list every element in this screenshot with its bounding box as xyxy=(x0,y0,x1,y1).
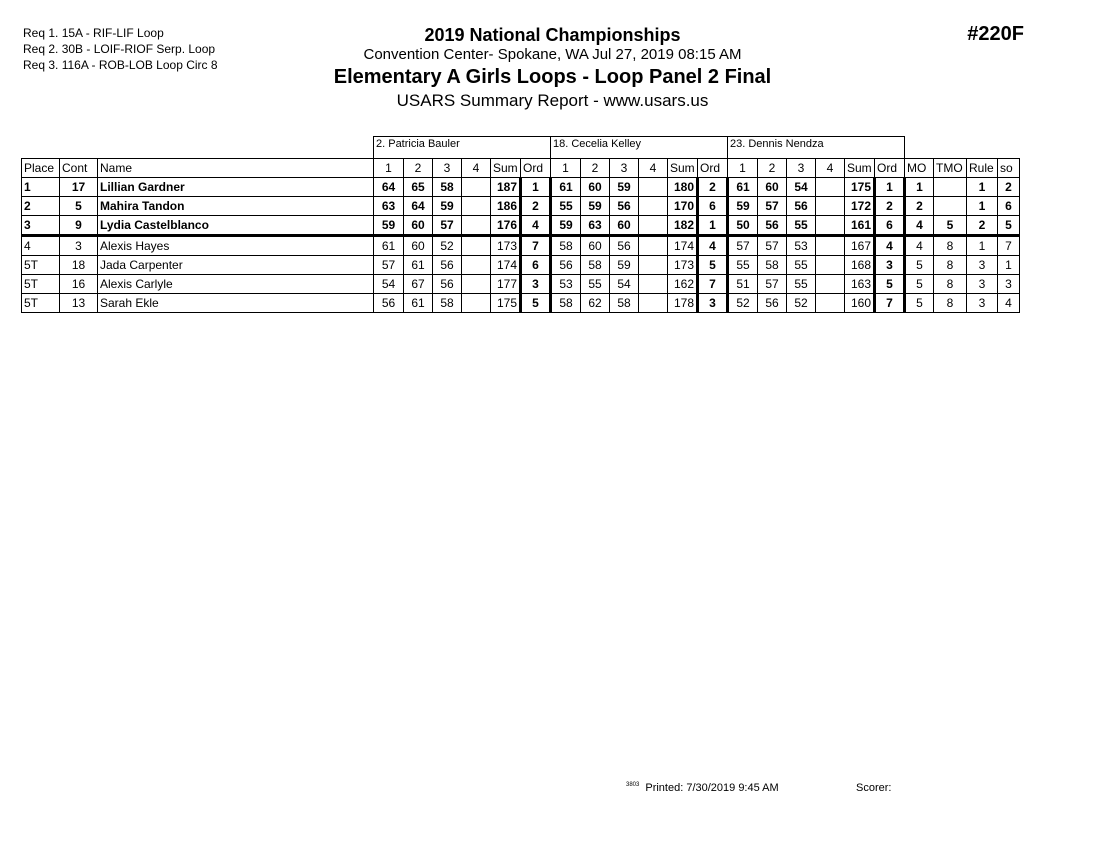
printed-date: Printed: 7/30/2019 9:45 AM xyxy=(645,782,779,794)
header-name: Name xyxy=(98,159,374,178)
header-judge-col: 1 xyxy=(374,159,404,178)
results-table xyxy=(21,136,1020,313)
score-cell xyxy=(462,236,491,256)
score-cell: 56 xyxy=(758,294,787,313)
score-cell: 59 xyxy=(581,197,610,216)
judge-name: 23. Dennis Nendza xyxy=(728,137,905,159)
ordinal-cell: 6 xyxy=(698,197,728,216)
ordinal-cell: 1 xyxy=(698,216,728,236)
header-judge-col: 4 xyxy=(639,159,668,178)
header-judge-col: 4 xyxy=(462,159,491,178)
score-cell: 62 xyxy=(581,294,610,313)
ordinal-cell: 4 xyxy=(698,236,728,256)
table-row xyxy=(22,275,1020,294)
report-header xyxy=(300,24,805,112)
judge-name: 18. Cecelia Kelley xyxy=(551,137,728,159)
score-cell: 60 xyxy=(404,216,433,236)
header-extra-col: Rule xyxy=(967,159,998,178)
place-cell: 2 xyxy=(22,197,60,216)
score-cell: 55 xyxy=(787,216,816,236)
score-cell: 56 xyxy=(787,197,816,216)
score-cell xyxy=(639,236,668,256)
score-cell xyxy=(639,178,668,197)
sum-cell: 182 xyxy=(668,216,698,236)
sum-cell: 162 xyxy=(668,275,698,294)
score-cell: 57 xyxy=(758,197,787,216)
mo-cell: 5 xyxy=(905,256,934,275)
score-cell: 60 xyxy=(581,178,610,197)
rule-cell: 3 xyxy=(967,275,998,294)
score-cell xyxy=(816,178,845,197)
score-cell: 55 xyxy=(581,275,610,294)
tmo-cell: 8 xyxy=(934,256,967,275)
score-cell: 55 xyxy=(551,197,581,216)
sum-cell: 177 xyxy=(491,275,521,294)
header-judge-col: 1 xyxy=(551,159,581,178)
score-cell: 59 xyxy=(610,256,639,275)
score-cell: 61 xyxy=(374,236,404,256)
header-cont: Cont xyxy=(60,159,98,178)
score-cell: 60 xyxy=(610,216,639,236)
so-cell: 3 xyxy=(998,275,1020,294)
score-cell: 56 xyxy=(551,256,581,275)
judge-name: 2. Patricia Bauler xyxy=(374,137,551,159)
score-cell xyxy=(816,256,845,275)
so-cell: 1 xyxy=(998,256,1020,275)
score-cell xyxy=(462,275,491,294)
ordinal-cell: 3 xyxy=(698,294,728,313)
ordinal-cell: 4 xyxy=(875,236,905,256)
ordinal-cell: 7 xyxy=(875,294,905,313)
score-cell: 56 xyxy=(433,275,462,294)
rule-cell: 1 xyxy=(967,197,998,216)
score-cell: 58 xyxy=(758,256,787,275)
score-cell: 61 xyxy=(551,178,581,197)
requirement-line: Req 2. 30B - LOIF-RIOF Serp. Loop xyxy=(23,42,216,56)
sum-cell: 176 xyxy=(491,216,521,236)
ordinal-cell: 3 xyxy=(875,256,905,275)
score-cell xyxy=(462,256,491,275)
score-cell xyxy=(816,197,845,216)
score-cell: 55 xyxy=(787,256,816,275)
tmo-cell xyxy=(934,197,967,216)
table-row xyxy=(22,178,1020,197)
blank-cell xyxy=(22,137,374,159)
score-cell: 54 xyxy=(787,178,816,197)
place-cell: 3 xyxy=(22,216,60,236)
score-cell: 63 xyxy=(374,197,404,216)
sum-cell: 173 xyxy=(491,236,521,256)
ordinal-cell: 2 xyxy=(698,178,728,197)
cont-cell: 9 xyxy=(60,216,98,236)
column-header-row xyxy=(22,159,1020,178)
tmo-cell: 8 xyxy=(934,275,967,294)
name-cell: Lydia Castelblanco xyxy=(98,216,374,236)
sum-cell: 180 xyxy=(668,178,698,197)
event-title: Elementary A Girls Loops - Loop Panel 2 Final xyxy=(333,66,772,88)
header-judge-col: 4 xyxy=(816,159,845,178)
table-row xyxy=(22,236,1020,256)
score-cell xyxy=(816,216,845,236)
score-cell: 51 xyxy=(728,275,758,294)
header-place: Place xyxy=(22,159,60,178)
tmo-cell xyxy=(934,178,967,197)
name-cell: Lillian Gardner xyxy=(98,178,374,197)
cont-cell: 13 xyxy=(60,294,98,313)
sum-cell: 175 xyxy=(491,294,521,313)
tmo-cell: 8 xyxy=(934,294,967,313)
header-judge-col: Sum xyxy=(668,159,698,178)
header-extra-col: so xyxy=(998,159,1020,178)
score-cell: 56 xyxy=(374,294,404,313)
ordinal-cell: 2 xyxy=(521,197,551,216)
score-cell xyxy=(639,197,668,216)
sum-cell: 163 xyxy=(845,275,875,294)
mo-cell: 2 xyxy=(905,197,934,216)
score-cell: 56 xyxy=(610,197,639,216)
place-cell: 5T xyxy=(22,275,60,294)
sum-cell: 168 xyxy=(845,256,875,275)
name-cell: Alexis Hayes xyxy=(98,236,374,256)
ordinal-cell: 5 xyxy=(875,275,905,294)
header-judge-col: Sum xyxy=(491,159,521,178)
place-cell: 1 xyxy=(22,178,60,197)
rule-cell: 1 xyxy=(967,236,998,256)
requirements-list xyxy=(23,25,218,73)
blank-cell xyxy=(905,137,1020,159)
score-cell: 58 xyxy=(581,256,610,275)
score-cell: 54 xyxy=(374,275,404,294)
header-extra-col: MO xyxy=(905,159,934,178)
sum-cell: 160 xyxy=(845,294,875,313)
sum-cell: 172 xyxy=(845,197,875,216)
cont-cell: 18 xyxy=(60,256,98,275)
score-cell: 59 xyxy=(374,216,404,236)
score-cell: 53 xyxy=(551,275,581,294)
score-cell xyxy=(816,236,845,256)
sum-cell: 173 xyxy=(668,256,698,275)
score-cell: 59 xyxy=(728,197,758,216)
name-cell: Jada Carpenter xyxy=(98,256,374,275)
header-judge-col: 2 xyxy=(581,159,610,178)
tmo-cell: 5 xyxy=(934,216,967,236)
header-judge-col: 3 xyxy=(610,159,639,178)
mo-cell: 5 xyxy=(905,275,934,294)
header-judge-col: Sum xyxy=(845,159,875,178)
mo-cell: 4 xyxy=(905,236,934,256)
score-cell: 59 xyxy=(433,197,462,216)
score-cell: 56 xyxy=(433,256,462,275)
table-row xyxy=(22,294,1020,313)
ordinal-cell: 6 xyxy=(875,216,905,236)
sum-cell: 175 xyxy=(845,178,875,197)
table-row xyxy=(22,216,1020,236)
score-cell: 60 xyxy=(758,178,787,197)
sum-cell: 167 xyxy=(845,236,875,256)
score-cell: 58 xyxy=(610,294,639,313)
score-cell xyxy=(816,275,845,294)
printed-info xyxy=(626,782,779,794)
table-row xyxy=(22,197,1020,216)
score-cell: 65 xyxy=(404,178,433,197)
sum-cell: 161 xyxy=(845,216,875,236)
score-cell: 59 xyxy=(610,178,639,197)
score-cell: 61 xyxy=(728,178,758,197)
requirement-line: Req 3. 116A - ROB-LOB Loop Circ 8 xyxy=(23,58,218,72)
score-cell: 52 xyxy=(433,236,462,256)
score-cell: 52 xyxy=(787,294,816,313)
sum-cell: 174 xyxy=(668,236,698,256)
sum-cell: 186 xyxy=(491,197,521,216)
so-cell: 6 xyxy=(998,197,1020,216)
header-judge-col: Ord xyxy=(521,159,551,178)
header-judge-col: 2 xyxy=(404,159,433,178)
so-cell: 5 xyxy=(998,216,1020,236)
place-cell: 5T xyxy=(22,256,60,275)
sum-cell: 174 xyxy=(491,256,521,275)
score-cell: 58 xyxy=(551,294,581,313)
mo-cell: 4 xyxy=(905,216,934,236)
score-cell: 60 xyxy=(581,236,610,256)
score-cell: 57 xyxy=(758,236,787,256)
score-cell xyxy=(639,275,668,294)
score-cell: 58 xyxy=(433,178,462,197)
ordinal-cell: 7 xyxy=(521,236,551,256)
cont-cell: 5 xyxy=(60,197,98,216)
score-cell: 56 xyxy=(610,236,639,256)
header-judge-col: Ord xyxy=(875,159,905,178)
name-cell: Mahira Tandon xyxy=(98,197,374,216)
score-cell: 53 xyxy=(787,236,816,256)
tmo-cell: 8 xyxy=(934,236,967,256)
venue-line: Convention Center- Spokane, WA Jul 27, 2019 08:15 AM xyxy=(363,46,742,63)
score-cell: 64 xyxy=(374,178,404,197)
ordinal-cell: 6 xyxy=(521,256,551,275)
score-cell xyxy=(462,294,491,313)
score-cell xyxy=(639,294,668,313)
score-cell: 63 xyxy=(581,216,610,236)
score-cell: 59 xyxy=(551,216,581,236)
score-cell: 61 xyxy=(404,256,433,275)
rule-cell: 1 xyxy=(967,178,998,197)
sum-cell: 187 xyxy=(491,178,521,197)
score-cell xyxy=(639,216,668,236)
ordinal-cell: 7 xyxy=(698,275,728,294)
ordinal-cell: 5 xyxy=(521,294,551,313)
ordinal-cell: 5 xyxy=(698,256,728,275)
championship-title: 2019 National Championships xyxy=(424,25,681,45)
sum-cell: 170 xyxy=(668,197,698,216)
score-cell: 57 xyxy=(758,275,787,294)
header-judge-col: 3 xyxy=(433,159,462,178)
header-judge-col: 2 xyxy=(758,159,787,178)
score-cell: 55 xyxy=(728,256,758,275)
score-cell: 67 xyxy=(404,275,433,294)
requirement-line: Req 1. 15A - RIF-LIF Loop xyxy=(23,26,164,40)
score-cell: 64 xyxy=(404,197,433,216)
cont-cell: 16 xyxy=(60,275,98,294)
score-cell xyxy=(462,178,491,197)
report-code: 3803 xyxy=(626,782,640,789)
name-cell: Sarah Ekle xyxy=(98,294,374,313)
score-cell: 52 xyxy=(728,294,758,313)
header-judge-col: 3 xyxy=(787,159,816,178)
score-cell: 58 xyxy=(433,294,462,313)
score-cell: 57 xyxy=(433,216,462,236)
header-extra-col: TMO xyxy=(934,159,967,178)
score-cell: 57 xyxy=(374,256,404,275)
ordinal-cell: 3 xyxy=(521,275,551,294)
name-cell: Alexis Carlyle xyxy=(98,275,374,294)
score-cell: 55 xyxy=(787,275,816,294)
ordinal-cell: 1 xyxy=(875,178,905,197)
place-cell: 5T xyxy=(22,294,60,313)
scorer-label: Scorer: xyxy=(856,782,892,794)
score-cell xyxy=(639,256,668,275)
mo-cell: 5 xyxy=(905,294,934,313)
table-row xyxy=(22,256,1020,275)
score-cell: 56 xyxy=(758,216,787,236)
report-subtitle: USARS Summary Report - www.usars.us xyxy=(396,91,709,110)
event-id: #220F xyxy=(967,23,1024,45)
score-cell: 57 xyxy=(728,236,758,256)
rule-cell: 3 xyxy=(967,294,998,313)
score-cell: 58 xyxy=(551,236,581,256)
cont-cell: 17 xyxy=(60,178,98,197)
score-cell xyxy=(462,216,491,236)
ordinal-cell: 1 xyxy=(521,178,551,197)
so-cell: 4 xyxy=(998,294,1020,313)
mo-cell: 1 xyxy=(905,178,934,197)
header-judge-col: 1 xyxy=(728,159,758,178)
score-cell: 61 xyxy=(404,294,433,313)
so-cell: 2 xyxy=(998,178,1020,197)
score-cell: 50 xyxy=(728,216,758,236)
rule-cell: 2 xyxy=(967,216,998,236)
score-cell xyxy=(816,294,845,313)
place-cell: 4 xyxy=(22,236,60,256)
header-judge-col: Ord xyxy=(698,159,728,178)
sum-cell: 178 xyxy=(668,294,698,313)
cont-cell: 3 xyxy=(60,236,98,256)
judges-row xyxy=(22,137,1020,159)
so-cell: 7 xyxy=(998,236,1020,256)
score-cell: 60 xyxy=(404,236,433,256)
ordinal-cell: 4 xyxy=(521,216,551,236)
score-cell xyxy=(462,197,491,216)
rule-cell: 3 xyxy=(967,256,998,275)
ordinal-cell: 2 xyxy=(875,197,905,216)
score-cell: 54 xyxy=(610,275,639,294)
